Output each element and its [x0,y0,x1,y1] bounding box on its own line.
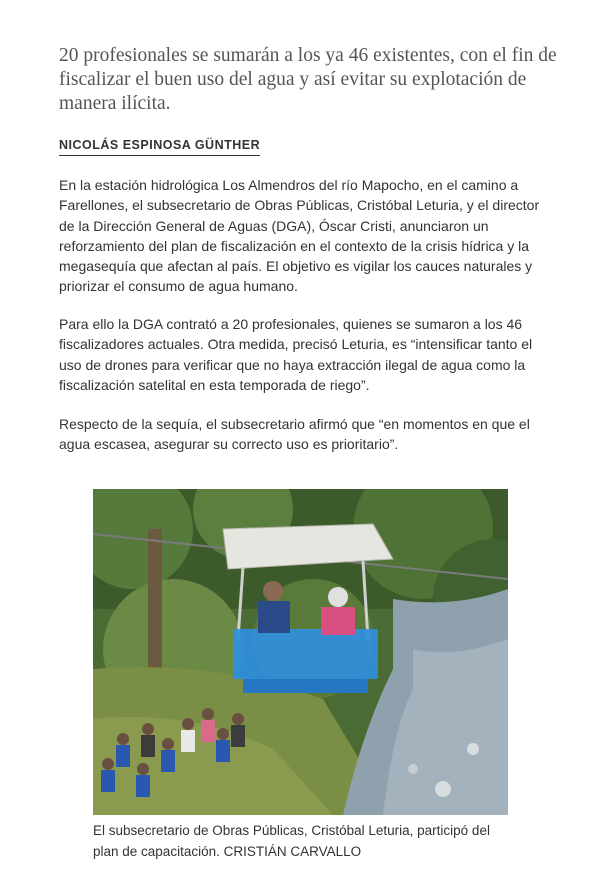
author-byline[interactable]: NICOLÁS ESPINOSA GÜNTHER [59,138,260,156]
article-paragraph-2: Para ello la DGA contrató a 20 profesionales, quienes se sumaron a los 46 fiscalizadores actuales. Otra medida, precisó Leturia, es “intensificar tanto el uso de drones para verificar que no haya extracción ilegal de agua como la fiscalización satelital en esta temporada de riego”. [59,316,533,393]
photo-caption: El subsecretario de Obras Públicas, Cristóbal Leturia, participó del plan de capacitación. CRISTIÁN CARVALLO [93,823,490,859]
article-photo [93,489,508,815]
article-paragraph-1: En la estación hidrológica Los Almendros del río Mapocho, en el camino a Farellones, el subsecretario de Obras Públicas, Cristóbal Leturia, y el director de la Dirección General de Aguas (DGA), Óscar Cristi, anunciaron un reforzamiento del plan de fiscalización en el contexto de la crisis hídrica y la megasequía que afectan al país. El objetivo es vigilar los cauces naturales y priorizar el consumo de agua humano. [59,177,540,295]
article-lead: 20 profesionales se sumarán a los ya 46 existentes, con el fin de fiscalizar el buen uso del agua y así evitar su explotación de manera ilícita. [59,45,557,114]
article-paragraph-3: Respecto de la sequía, el subsecretario afirmó que “en momentos en que el agua escasea, asegurar su correcto uso es prioritario”. [59,416,530,453]
